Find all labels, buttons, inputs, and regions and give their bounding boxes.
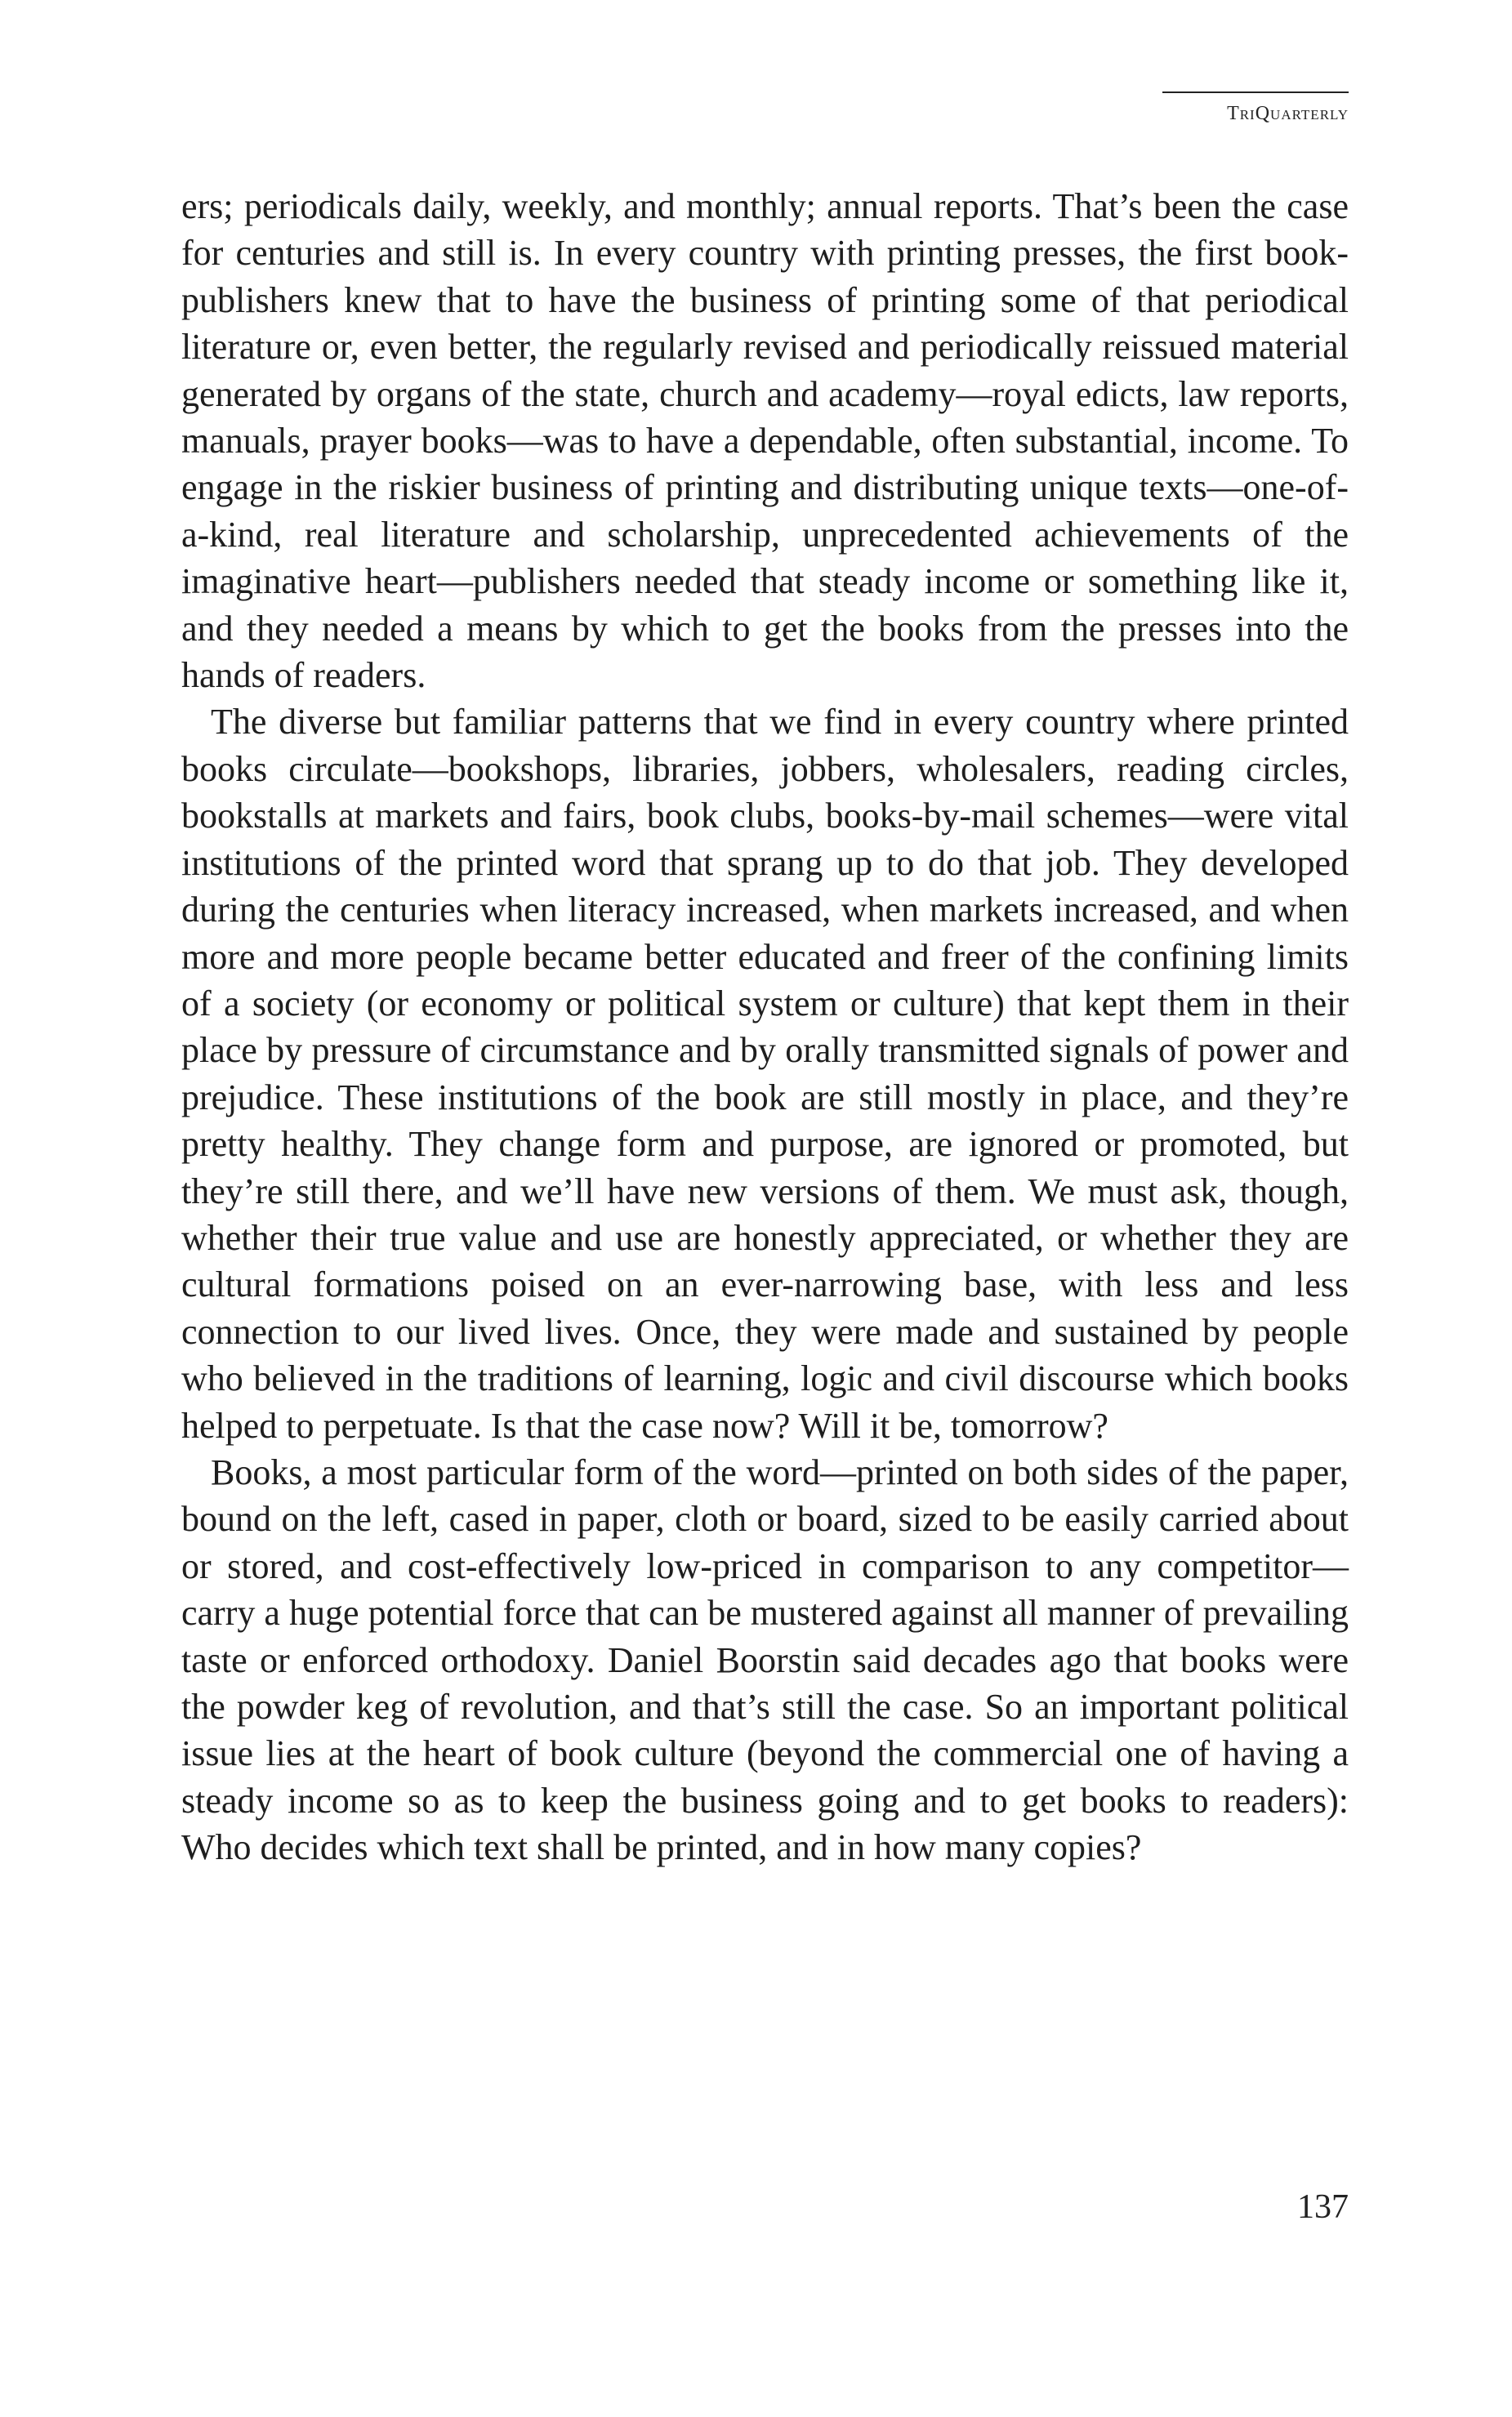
paragraph: Books, a most particular form of the word—printed on both sides of the paper, bound on the left, cased in paper, cloth or board, sized to be easily carried about or stored, and cost-effectively low-priced in comparison to any competitor—carry a huge potential force that can be mustered against all manner of prevailing taste or enforced orthodoxy. Daniel Boorstin said decades ago that books were the powder keg of revolution, and that’s still the case. So an important political issue lies at the heart of book culture (beyond the commercial one of having a steady income so as to keep the business going and to get books to readers): Who decides which text shall be printed, and in how many copies? [181, 1452, 1349, 1868]
page-number: 137 [1297, 2188, 1349, 2226]
paragraph: The diverse but familiar patterns that we find in every country where printed books circulate—bookshops, libraries, jobbers, wholesalers, reading circles, bookstalls at markets and fairs, book clubs, books-by-mail schemes—were vital institutions of the printed word that sprang up to do that job. They developed during the centuries when literacy increased, when markets increased, and when more and more people became better educated and freer of the confining limits of a society (or economy or political system or culture) that kept them in their place by pressure of circumstance and by orally transmitted signals of power and prejudice. These institutions of the book are still mostly in place, and they’re pretty healthy. They change form and purpose, are ignored or promoted, but they’re still there, and we’ll have new versions of them. We must ask, though, whether their true value and use are honestly appreciated, or whether they are cultural formations poised on an ever-narrowing base, with less and less connection to our lived lives. Once, they were made and sustained by people who believed in the traditions of learning, logic and civil discourse which books helped to perpetuate. Is that the case now? Will it be, tomorrow? [181, 702, 1349, 1446]
paragraph-continued: ers; periodicals daily, weekly, and monthly; annual reports. That’s been the case for centuries and still is. In every country with printing presses, the first book-publishers knew that to have the business of printing some of that periodical literature or, even better, the regularly revised and periodically reissued material generated by organs of the state, church and academy—royal edicts, law reports, manuals, prayer books—was to have a dependable, often substantial, income. To engage in the riskier business of printing and distributing unique texts—one-of-a-kind, real literature and scholarship, unprecedented achievements of the imaginative heart—publishers needed that steady income or something like it, and they needed a means by which to get the books from the presses into the hands of readers. [181, 186, 1349, 696]
body-text [181, 183, 1349, 1871]
running-head: TriQuarterly [1162, 91, 1349, 125]
